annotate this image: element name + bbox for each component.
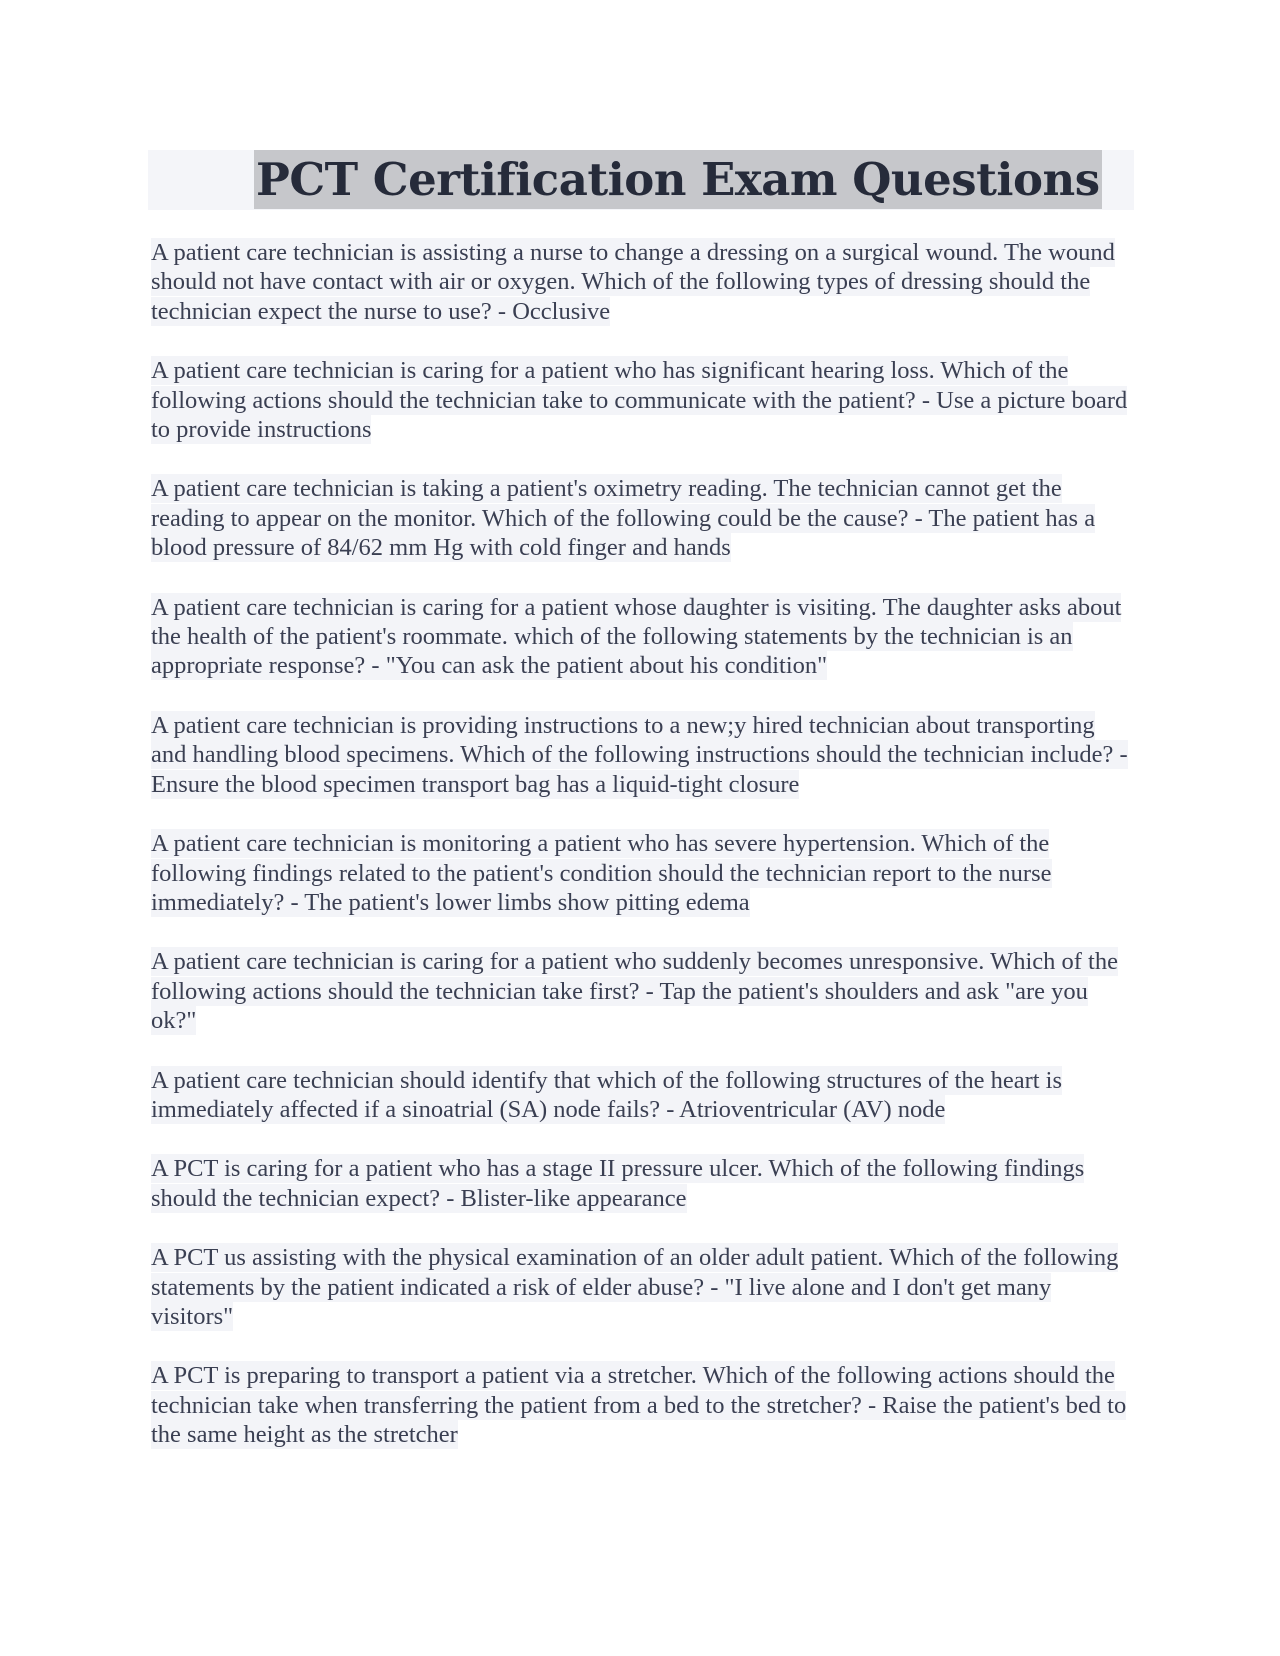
question-item [151, 1243, 1131, 1331]
question-text: A patient care technician is providing instructions to a new;y hired technician about transporting and handling blood specimens. Which of the following instructions should the technician include? - Ensure the blood specimen transport bag has a liquid-tight closure [151, 711, 1128, 798]
question-item [151, 474, 1131, 562]
question-item [151, 238, 1131, 326]
question-text: A patient care technician is monitoring a patient who has severe hypertension. Which of the following findings related to the patient's condition should the technician report to the nurse immediately? - The patient's lower limbs show pitting edema [151, 830, 1052, 916]
question-list [151, 238, 1131, 1480]
question-text: A PCT is preparing to transport a patient via a stretcher. Which of the following actions should the technician take when transferring the patient from a bed to the stretcher? - Raise the patient's bed to the same height as the stretcher [151, 1362, 1127, 1449]
question-item [151, 711, 1131, 799]
question-text: A patient care technician is assisting a nurse to change a dressing on a surgical wound. The wound should not have contact with air or oxygen. Which of the following types of dressing should the technician expect the nurse to use? - Occlusive [151, 239, 1115, 325]
document-title: PCT Certification Exam Questions [254, 150, 1102, 209]
question-item [151, 1361, 1131, 1449]
question-item [151, 947, 1131, 1035]
question-text: A patient care technician is caring for a patient whose daughter is visiting. The daughter asks about the health of the patient's roommate. which of the following statements by the technician is an appropriate response? - "You can ask the patient about his condition" [151, 593, 1122, 680]
question-text: A patient care technician is caring for a patient who has significant hearing loss. Which of the following actions should the technician take to communicate with the patient? - Use a picture board to provide instructions [151, 357, 1128, 444]
question-text: A patient care technician should identify that which of the following structures of the heart is immediately affected if a sinoatrial (SA) node fails? - Atrioventricular (AV) node [151, 1066, 1062, 1123]
question-text: A patient care technician is taking a patient's oximetry reading. The technician cannot get the reading to appear on the monitor. Which of the following could be the cause? - The patient has a blood pressure of 84/62 mm Hg with cold finger and hands [151, 475, 1096, 562]
question-item [151, 593, 1131, 681]
question-item [151, 356, 1131, 444]
question-text: A PCT is caring for a patient who has a stage II pressure ulcer. Which of the following findings should the technician expect? - Blister-like appearance [151, 1155, 1085, 1212]
question-text: A patient care technician is caring for a patient who suddenly becomes unresponsive. Which of the following actions should the technician take first? - Tap the patient's shoulders and ask "are you ok?" [151, 948, 1118, 1035]
question-item [151, 1066, 1131, 1125]
question-text: A PCT us assisting with the physical examination of an older adult patient. Which of the following statements by the patient indicated a risk of elder abuse? - "I live alone and I don't get many visitors" [151, 1244, 1119, 1330]
question-item [151, 1154, 1131, 1213]
question-item [151, 829, 1131, 917]
